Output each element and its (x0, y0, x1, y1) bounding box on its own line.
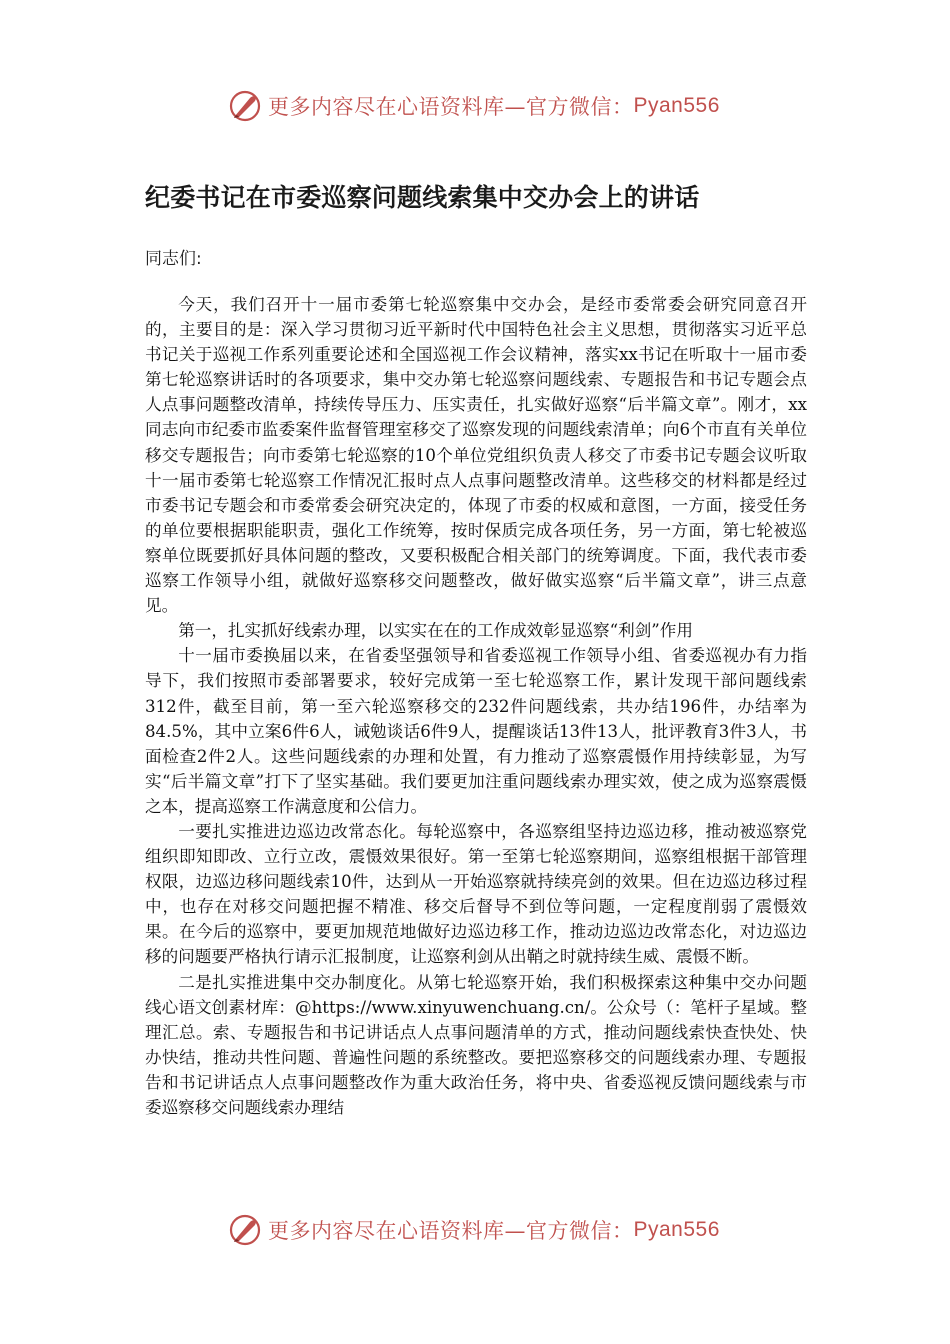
header-banner-text: 更多内容尽在心语资料库—官方微信： (268, 95, 634, 119)
document-body (145, 292, 807, 1192)
paragraph: 一要扎实推进边巡边改常态化。每轮巡察中，各巡察组坚持边巡边移，推动被巡察党组织即知即改、立行立改，震慑效果很好。第一至第七轮巡察期间，巡察组根据干部管理权限，边巡边移问题线索10件，达到从一开始巡察就持续亮剑的效果。但在边巡边移过程中，也存在对移交问题把握不精准、移交后督导不到位等问题，一定程度削弱了震慑效果。在今后的巡察中，要更加规范地做好边巡边移工作，推动边巡边改常态化，对边巡边移的问题要严格执行请示汇报制度，让巡察利剑从出鞘之时就持续生威、震慑不断。 (145, 821, 807, 967)
footer-watermark-banner (228, 1210, 728, 1250)
paragraph: 十一届市委换届以来，在省委坚强领导和省委巡视工作领导小组、省委巡视办有力指导下，我们按照市委部署要求，较好完成第一至七轮巡察工作，累计发现干部问题线索312件，截至目前，第一至六轮巡察移交的232件问题线索，共办结196件，办结率为84.5%，其中立案6件6人，诫勉谈话6件9人，提醒谈话13件13人，批评教育3件3人，书面检查2件2人。这些问题线索的办理和处置，有力推动了巡察震慑作用持续彰显，为写实“后半篇文章”打下了坚实基础。我们要更加注重问题线索办理实效，使之成为巡察震慑之本，提高巡察工作满意度和公信力。 (145, 646, 807, 816)
brush-logo-icon (228, 89, 262, 123)
document-title: 纪委书记在市委巡察问题线索集中交办会上的讲话 (145, 183, 700, 212)
section-heading: 第一，扎实抓好线索办理，以实实在在的工作成效彰显巡察“利剑”作用 (178, 621, 693, 641)
footer-banner-handle: Pyan556 (633, 1218, 720, 1241)
greeting: 同志们: (145, 249, 202, 269)
footer-banner-text: 更多内容尽在心语资料库—官方微信： (268, 1219, 634, 1243)
paragraph: 二是扎实推进集中交办制度化。从第七轮巡察开始，我们积极探索这种集中交办问题线心语文创素材库：@https://www.xinyuwenchuang.cn/。公众号（：笔杆子星域。整理汇总。索、专题报告和书记讲话点人点事问题清单的方式，推动问题线索快查快处、快办快结，推动共性问题、普遍性问题的系统整改。要把巡察移交的问题线索办理、专题报告和书记讲话点人点事问题整改作为重大政治任务，将中央、省委巡视反馈问题线索与市委巡察移交问题线索办理结 (145, 972, 807, 1117)
header-watermark-banner (228, 86, 728, 126)
brush-logo-icon (228, 1213, 262, 1247)
paragraph: 今天，我们召开十一届市委第七轮巡察集中交办会，是经市委常委会研究同意召开的，主要目的是：深入学习贯彻习近平新时代中国特色社会主义思想，贯彻落实习近平总书记关于巡视工作系列重要论述和全国巡视工作会议精神，落实xx书记在听取十一届市委第七轮巡察讲话时的各项要求，集中交办第七轮巡察问题线索、专题报告和书记专题会点人点事问题整改清单，持续传导压力、压实责任，扎实做好巡察“后半篇文章”。刚才，xx同志向市纪委市监委案件监督管理室移交了巡察发现的问题线索清单；向6个市直有关单位移交专题报告；向市委第七轮巡察的10个单位党组织负责人移交了市委书记专题会议听取十一届市委第七轮巡察工作情况汇报时点人点事问题整改清单。这些移交的材料都是经过市委书记专题会和市委常委会研究决定的，体现了市委的权威和意图，一方面，接受任务的单位要根据职能职责，强化工作统筹，按时保质完成各项任务，另一方面，第七轮被巡察单位既要抓好具体问题的整改，又要积极配合相关部门的统筹调度。下面，我代表市委巡察工作领导小组，就做好巡察移交问题整改，做好做实巡察“后半篇文章”，讲三点意见。 (145, 295, 807, 616)
header-banner-handle: Pyan556 (633, 94, 720, 117)
